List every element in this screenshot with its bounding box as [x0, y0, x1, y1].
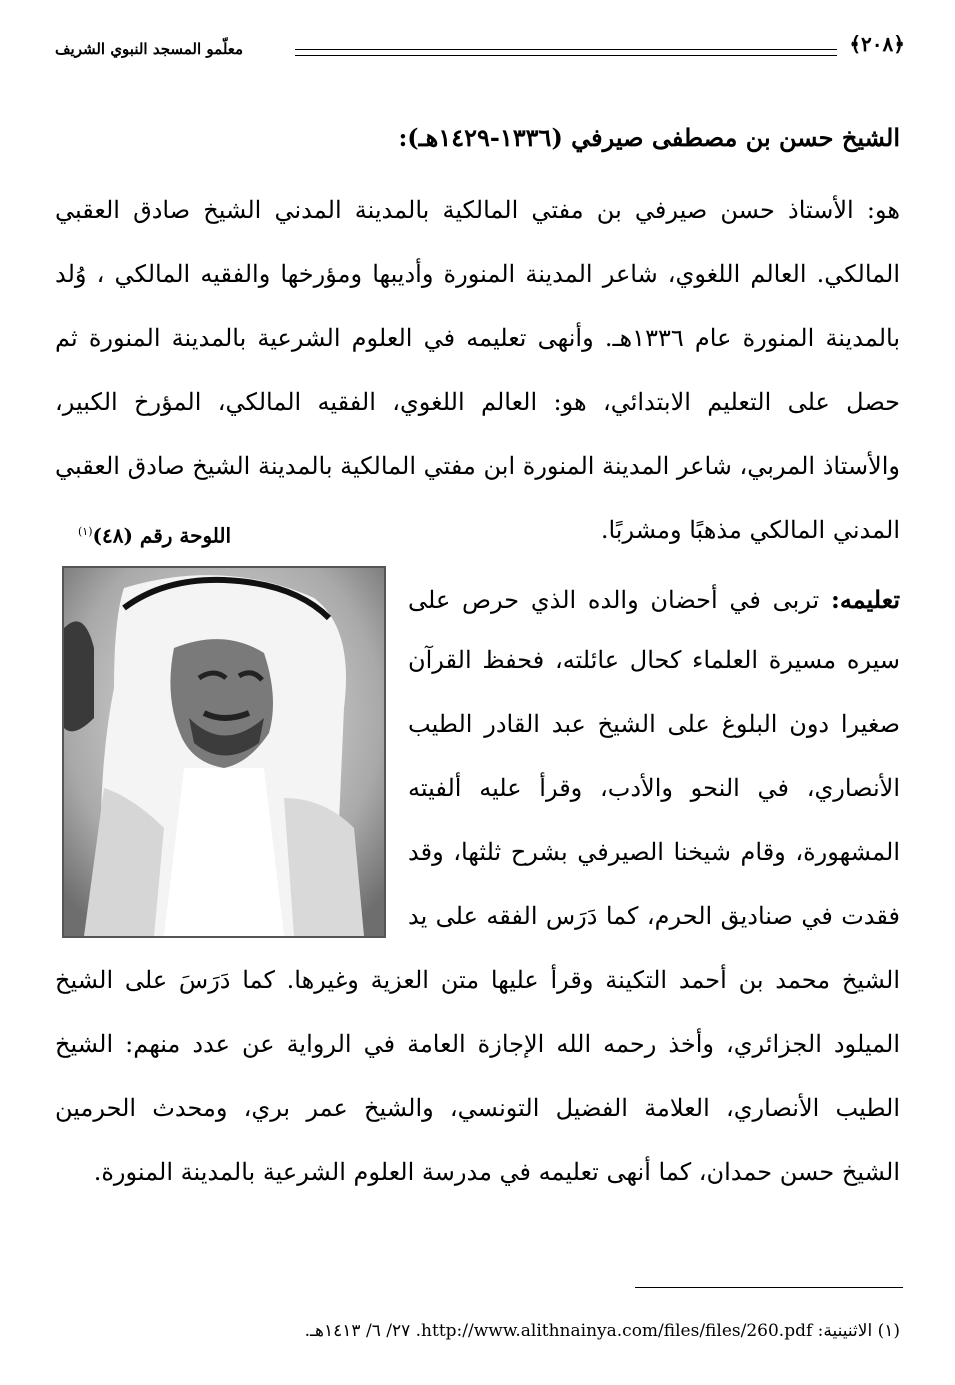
plate-caption-text: اللوحة رقم (٤٨): [92, 523, 232, 548]
page-number: ﴿٢٠٨﴾: [849, 32, 905, 56]
education-line-8: الميلود الجزائري، وأخذ رحمه الله الإجازة العامة في الرواية عن عدد منهم: الشيخ: [55, 1030, 900, 1058]
education-line-3: صغيرا دون البلوغ على الشيخ عبد القادر الطيب: [408, 710, 900, 738]
education-line-1-text: تربى في أحضان والده الذي حرص على: [408, 586, 831, 614]
education-line-9: الطيب الأنصاري، العلامة الفضيل التونسي، والشيخ عمر بري، ومحدث الحرمين: [55, 1094, 900, 1122]
education-line-4: الأنصاري، في النحو والأدب، وقرأ عليه ألفيته: [408, 774, 900, 802]
education-line-7: الشيخ محمد بن أحمد التكينة وقرأ عليها متن العزية وغيرها. كما دَرَسَ على الشيخ: [55, 966, 901, 994]
education-line-1: [408, 580, 900, 620]
section-heading: الشيخ حسن بن مصطفى صيرفي (١٣٣٦-١٤٢٩هـ):: [398, 123, 900, 152]
intro-line-1: هو: الأستاذ حسن صيرفي بن مفتي المالكية بالمدينة المدني الشيخ صادق العقبي: [55, 196, 900, 224]
intro-line-2: المالكي. العالم اللغوي، شاعر المدينة المنورة وأديبها ومؤرخها والفقيه المالكي ، وُلد: [55, 260, 900, 288]
intro-line-3: بالمدينة المنورة عام ١٣٣٦هـ. وأنهى تعليمه في العلوم الشرعية بالمدينة المنورة ثم: [55, 324, 901, 352]
education-line-6: فقدت في صناديق الحرم، كما دَرَس الفقه على يد: [408, 902, 900, 930]
education-label: تعليمه:: [830, 585, 900, 614]
education-line-2: سيره مسيرة العلماء كحال عائلته، فحفظ القرآن: [408, 646, 900, 674]
running-title: معلّمو المسجد النبوي الشريف: [55, 40, 244, 58]
portrait-photo: [62, 566, 386, 938]
plate-caption: [78, 516, 231, 552]
intro-line-4: حصل على التعليم الابتدائي، هو: العالم اللغوي، الفقيه المالكي، المؤرخ الكبير،: [55, 388, 900, 416]
portrait-illustration: [64, 568, 384, 936]
header-rule: [295, 49, 837, 56]
running-header: [55, 30, 905, 70]
intro-line-5: والأستاذ المربي، شاعر المدينة المنورة ابن مفتي المالكية بالمدينة الشيخ صادق العقبي: [55, 452, 900, 480]
education-line-10: الشيخ حسن حمدان، كما أنهى تعليمه في مدرسة العلوم الشرعية بالمدينة المنورة.: [93, 1158, 900, 1186]
intro-line-6: المدني المالكي مذهبًا ومشربًا.: [600, 516, 900, 544]
footnote-separator: [635, 1287, 903, 1288]
footnote-ref: (١): [78, 525, 93, 538]
footnote: (١) الاثنينية: http://www.alithnainya.com/files/files/260.pdf. ٢٧/ ٦/ ١٤١٣هـ.: [304, 1321, 900, 1341]
education-line-5: المشهورة، وقام شيخنا الصيرفي بشرح ثلثها، وقد: [408, 838, 900, 866]
